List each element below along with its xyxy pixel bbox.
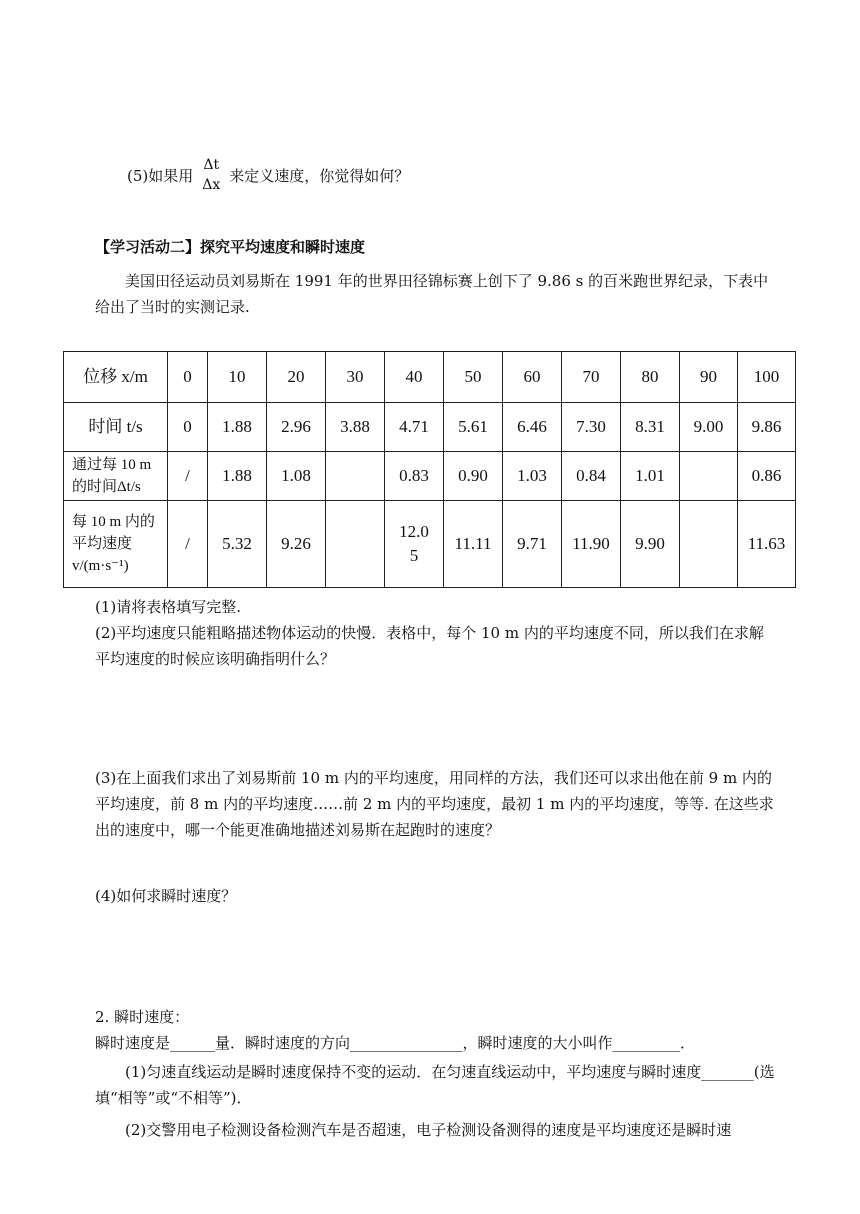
- table-cell: 0.83: [385, 452, 444, 501]
- question-3: (3)在上面我们求出了刘易斯前 10 m 内的平均速度，用同样的方法，我们还可以求出他在前 9 m 内的平均速度，前 8 m 内的平均速度……前 2 m 内的平均速度，最初 1 m 内的平均速度，等等. 在这些求出的速度中，哪一个能更准确地描述刘易斯在起跑时的速度？: [95, 769, 774, 839]
- table-cell: 9.71: [503, 501, 562, 588]
- fraction: [201, 155, 221, 195]
- table-cell: 1.03: [503, 452, 562, 501]
- fraction-denominator: Δx: [202, 177, 221, 193]
- row-header: 通过每 10 m 的时间Δt/s: [64, 452, 168, 501]
- table-cell: 9.26: [267, 501, 326, 588]
- table-cell: 5.32: [208, 501, 267, 588]
- table-cell: 5.61: [444, 403, 503, 452]
- table-cell: 60: [503, 352, 562, 403]
- table-cell: [326, 452, 385, 501]
- table-cell: 11.11: [444, 501, 503, 588]
- fraction-numerator: Δt: [203, 157, 220, 173]
- table-cell: 0.86: [738, 452, 796, 501]
- table-cell: 9.86: [738, 403, 796, 452]
- table-cell: [680, 452, 738, 501]
- table-row: [64, 352, 796, 403]
- table-row: [64, 501, 796, 588]
- table-cell: [680, 501, 738, 588]
- table-cell: 7.30: [562, 403, 621, 452]
- table-cell: 20: [267, 352, 326, 403]
- table-cell: 30: [326, 352, 385, 403]
- table-cell: [326, 501, 385, 588]
- table-cell: 9.90: [621, 501, 680, 588]
- table-cell: 100: [738, 352, 796, 403]
- table-cell: /: [168, 452, 208, 501]
- section-2-item-2: (2)交警用电子检测设备检测汽车是否超速，电子检测设备测得的速度是平均速度还是瞬时速: [125, 1121, 732, 1139]
- record-table: [63, 351, 796, 588]
- table-cell: 11.90: [562, 501, 621, 588]
- table-cell: 1.88: [208, 452, 267, 501]
- row-header: 位移 x/m: [64, 352, 168, 403]
- table-cell: 9.00: [680, 403, 738, 452]
- question-2: (2)平均速度只能粗略描述物体运动的快慢．表格中，每个 10 m 内的平均速度不同，所以我们在求解平均速度的时候应该明确指明什么？: [95, 624, 764, 668]
- table-cell: 1.08: [267, 452, 326, 501]
- table-cell: 0: [168, 352, 208, 403]
- table-row: [64, 452, 796, 501]
- section-2-item-1: (1)匀速直线运动是瞬时速度保持不变的运动．在匀速直线运动中，平均速度与瞬时速度_______(选填“相等”或“不相等”)．: [95, 1063, 775, 1107]
- table-cell: 40: [385, 352, 444, 403]
- table-cell: 1.01: [621, 452, 680, 501]
- table-row: [64, 403, 796, 452]
- activity-2-heading: 【学习活动二】探究平均速度和瞬时速度: [95, 238, 366, 256]
- table-cell: 0.84: [562, 452, 621, 501]
- question-5-suffix: 来定义速度，你觉得如何？: [229, 166, 410, 185]
- section-2-title: 2. 瞬时速度：: [95, 1008, 190, 1026]
- table-cell: 70: [562, 352, 621, 403]
- row-header: 每 10 m 内的平均速度 v/(m·s⁻¹): [64, 501, 168, 588]
- question-1: (1)请将表格填写完整.: [95, 598, 242, 616]
- table-cell: 10: [208, 352, 267, 403]
- table-cell: 11.63: [738, 501, 796, 588]
- section-2-fill-in: 瞬时速度是______量．瞬时速度的方向_______________，瞬时速度的大小叫作_________．: [95, 1034, 696, 1052]
- table-cell: 8.31: [621, 403, 680, 452]
- activity-2-intro: 美国田径运动员刘易斯在 1991 年的世界田径锦标赛上创下了 9.86 s 的百米跑世界纪录，下表中给出了当时的实测记录.: [95, 272, 769, 316]
- table-cell-value: 12.05: [399, 522, 429, 565]
- question-5: [127, 152, 409, 198]
- question-4: (4)如何求瞬时速度？: [95, 887, 237, 905]
- table-cell: 4.71: [385, 403, 444, 452]
- table-cell: 50: [444, 352, 503, 403]
- table-cell: /: [168, 501, 208, 588]
- row-header: 时间 t/s: [64, 403, 168, 452]
- table-cell: 1.88: [208, 403, 267, 452]
- table-cell: 0.90: [444, 452, 503, 501]
- question-5-prefix: (5)如果用: [127, 166, 194, 185]
- table-cell: 6.46: [503, 403, 562, 452]
- table-cell: 90: [680, 352, 738, 403]
- table-cell: 2.96: [267, 403, 326, 452]
- table-cell: 0: [168, 403, 208, 452]
- table-cell: 3.88: [326, 403, 385, 452]
- table-cell: [385, 501, 444, 588]
- table-cell: 80: [621, 352, 680, 403]
